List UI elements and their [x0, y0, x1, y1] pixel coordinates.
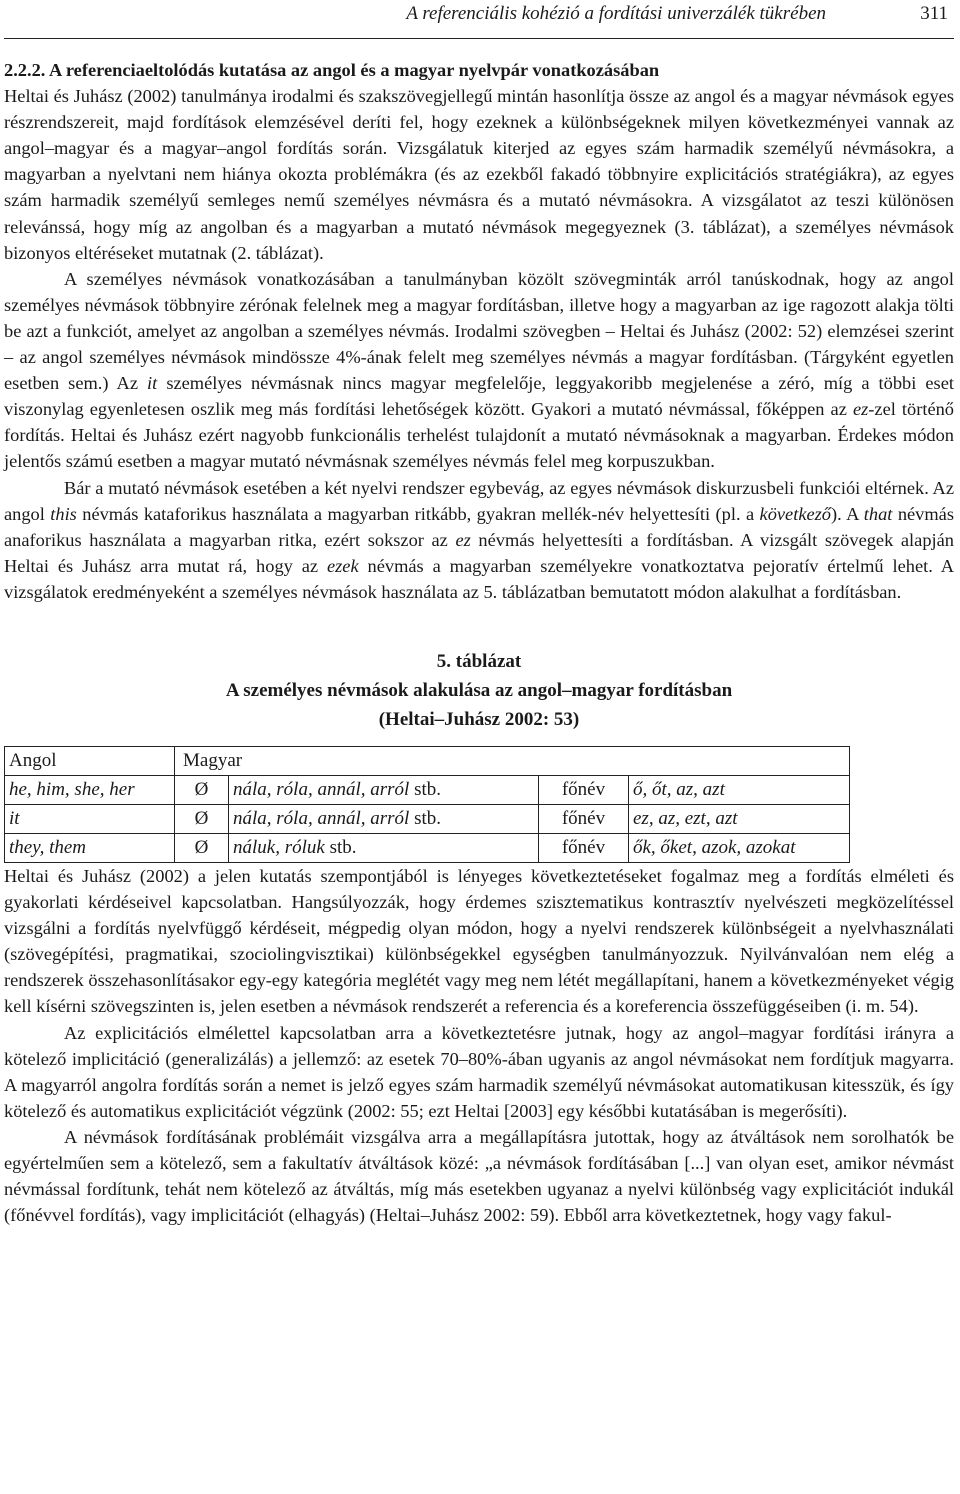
table-row	[5, 775, 850, 804]
text-run: ). A	[831, 503, 864, 524]
page-number: 311	[920, 3, 948, 24]
cell-noun: főnév	[539, 804, 629, 833]
cell-zero: Ø	[175, 804, 229, 833]
text-run: A személyes névmások vonatkozásában a tanulmányban közölt szövegminták arról tanúskodnak, hogy az angol személyes névmások többnyire zérónak felelnek meg a magyar fordításban, illetve hogy a magyarban az ige ragozott alakja tölti be azt a funkciót, amelyet az angolban a személyes névmás. Irodalmi szövegben – Heltai és Juhász (2002: 52) elemzései szerint – az angol személyes névmások mindössze 4%-ának felelt meg személyes névmás a magyar fordításban. (Tárgyként egyetlen esetben sem.) Az	[4, 268, 954, 394]
cell-forms	[229, 804, 539, 833]
text-run: Bár a mutató névmások esetében a két nyelvi rendszer egybevág, az egyes névmások diskurzusbeli funkciói eltérnek. Az angol	[4, 477, 954, 524]
cell-zero: Ø	[175, 775, 229, 804]
section-title: A referenciaeltolódás kutatása az angol és a magyar nyelvpár vonatkozásában	[48, 60, 660, 80]
stb-text: stb.	[324, 836, 357, 858]
table-header-row	[5, 746, 850, 775]
running-header	[4, 0, 954, 39]
header-angol: Angol	[5, 746, 175, 775]
cell-pronoun: ők, őket, azok, azokat	[629, 833, 850, 862]
text-run: személyes névmásnak nincs magyar megfelelője, leggyakoribb megjelenése a zéró, míg a többi eset viszonylag egyenletesen oszlik meg más fordítási lehetőségek között. Gyakori a mutató névmással, főképpen az	[4, 373, 954, 420]
text-run: névmás a magyarban személyekre vonatkoztatva pejoratív értelmű lehet. A vizsgálatok eredményeként a személyes névmások használata az 5. táblázatban bemutatott módon alakulhat a fordításban.	[4, 555, 954, 602]
cell-english: it	[5, 804, 175, 833]
italic-term: it	[147, 373, 158, 394]
cell-forms	[229, 833, 539, 862]
body-text	[4, 57, 954, 1228]
cell-pronoun: ő, őt, az, azt	[629, 775, 850, 804]
cell-english: they, them	[5, 833, 175, 862]
text-run: névmás anaforikus használata a magyarban ritka, ezért sokszor az	[4, 503, 954, 550]
italic-term: this	[50, 503, 77, 524]
stb-text: stb.	[409, 778, 441, 800]
cell-pronoun: ez, az, ezt, azt	[629, 804, 850, 833]
paragraph-6: A névmások fordításának problémáit vizsgálva arra a megállapításra jutottak, hogy az átváltások nem sorolhatók be egyértelműen sem a kötelező, sem a fakultatív átváltások közé: „a névmások fordításában [...] van olyan eset, amikor névmást névmással fordítunk, tehát nem kötelező az átváltás, míg más esetekben ugyanaz a nyelvi különbség vagy explicitációt indukál (főnévvel fordítás), vagy implicitációt (elhagyás) (Heltai–Juhász 2002: 59). Ebből arra következtetnek, hogy vagy fakul-	[4, 1126, 954, 1226]
pronoun-table	[4, 746, 850, 863]
paragraph-5: Az explicitációs elmélettel kapcsolatban arra a következtetésre jutnak, hogy az angol–magyar fordítási irányra a kötelező implicitáció (generalizálás) a jellemző: az esetek 70–80%-ában ugyanis az angol névmásokat nem fordítjuk magyarra. A magyarról angolra fordítás során a nemet is jelző egyes szám harmadik személyű névmásokat automatikusan kitesszük, és így kötelező és automatikus explicitációt végzünk (2002: 55; ezt Heltai [2003] egy későbbi kutatásában is megerősíti).	[4, 1022, 954, 1121]
italic-term: ez	[852, 399, 869, 420]
section-heading	[4, 57, 954, 83]
italic-term: ezek	[326, 555, 359, 576]
header-magyar: Magyar	[175, 746, 850, 775]
paragraph-3	[4, 475, 954, 605]
text-run: névmás kataforikus használata a magyarban ritkább, gyakran mellék-név helyettesíti (pl. a	[76, 503, 760, 524]
paragraph-4: Heltai és Juhász (2002) a jelen kutatás szempontjából is lényeges következtetéseket fogalmaz meg a fordítás elméleti és gyakorlati kérdéseivel kapcsolatban. Hangsúlyozzák, hogy érdemes szisztematikus kontrasztív nyelvészeti megközelítéssel vizsgálni a fordítás nyelvfüggő kérdéseit, mégpedig olyan módon, hogy a nyelvi rendszerek különbségeit a nyelvhasználati (szövegépítési, pragmatikai, szociolingvisztikai) különbségekkel egységben tanulmányozzuk. Nyilvánvalóan nem elég a rendszerek összehasonlításakor egy-egy kategória meglétét vagy meg nem létét megállapítani, hanem a következményeket végig kell kísérni szövegszinten is, jelen esetben a névmások rendszerét a referencia és a koreferencia összefüggéseiben (i. m. 54).	[4, 865, 954, 1017]
cell-english: he, him, she, her	[5, 775, 175, 804]
section-number: 2.2.2.	[4, 60, 46, 80]
forms-text: náluk, róluk	[233, 836, 325, 858]
paragraph-2	[4, 266, 954, 475]
table-source: (Heltai–Juhász 2002: 53)	[378, 708, 580, 730]
table-caption	[4, 647, 954, 734]
table-title: A személyes névmások alakulása az angol–magyar fordításban	[225, 679, 733, 701]
forms-text: nála, róla, annál, arról	[233, 807, 410, 829]
italic-term: ez	[455, 529, 471, 550]
cell-noun: főnév	[539, 833, 629, 862]
text-run: névmás helyettesíti a fordításban. A vizsgált szövegek alapján Heltai és Juhász arra mutat rá, hogy az	[4, 529, 954, 576]
cell-zero: Ø	[175, 833, 229, 862]
paragraph-1: Heltai és Juhász (2002) tanulmánya irodalmi és szakszövegjellegű mintán hasonlítja össze az angol és a magyar névmások egyes részrendszereit, majd fordítások elemzésével deríti fel, hogy ezeknek a különbségeknek milyen következményei vannak az angol–magyar és a magyar–angol fordítás során. Vizsgálatuk kiterjed az egyes szám harmadik személyű névmásokra, a magyarban a nyelvtani nem hiánya okozta problémákra (és az ezekből fakadó többnyire explicitációs stratégiákra), az egyes szám harmadik személyű semleges nemű személyes névmásra és a mutató névmásokra. A vizsgálatot az teszi különösen relevánssá, hogy míg az angolban és a magyarban a mutató névmások megegyeznek (3. táblázat), a személyes névmások bizonyos eltéréseket mutatnak (2. táblázat).	[4, 86, 954, 263]
text-run: -zel történő fordítás. Heltai és Juhász ezért nagyobb funkcionális terhelést tulajdonít a mutató névmásoknak a magyarban. Érdekes módon jelentős számú esetben a magyar mutató névmásnak személyes névmás felel meg korpuszukban.	[4, 399, 955, 472]
table-row	[5, 833, 850, 862]
table-label: 5. táblázat	[436, 650, 522, 672]
cell-forms	[229, 775, 539, 804]
italic-term: következő	[759, 503, 832, 524]
stb-text: stb.	[409, 807, 441, 829]
running-title: A referenciális kohézió a fordítási univerzálék tükrében	[406, 3, 826, 24]
table-row	[5, 804, 850, 833]
cell-noun: főnév	[539, 775, 629, 804]
forms-text: nála, róla, annál, arról	[233, 778, 410, 800]
italic-term: that	[863, 503, 893, 524]
